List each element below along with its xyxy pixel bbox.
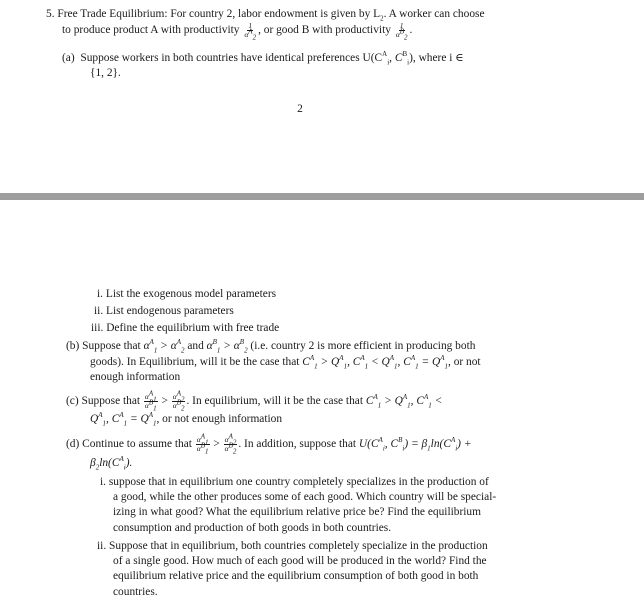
page-top xyxy=(0,0,644,193)
part-c-math-1: $C^A_1 > Q^A_1$, $C^A_1$ < xyxy=(365,393,443,410)
part-d-text-1-post: . In addition, suppose that xyxy=(238,438,357,451)
subitem-text: equilibrium relative price and the equilibrium consumption of both good in both xyxy=(113,570,479,582)
subitem-text: consumption and production of both goods in both countries. xyxy=(113,522,392,534)
part-b-math-2: $C^A_1 > Q^A_1$, $C^A_1 < Q^A_1$, $C^A_1 = Q^A_1$ xyxy=(302,354,448,371)
productivity-a-fraction: $\frac{1}{\alpha^A_2}$ xyxy=(244,21,257,42)
part-c-fraction-2: $\frac{\alpha^A_2}{\alpha^B_2}$ xyxy=(172,389,185,413)
part-b-math-1: $\alpha^A_1 > \alpha^A_2$ xyxy=(143,338,185,355)
subitem-d-ii-line-3 xyxy=(113,569,478,583)
problem-line-1 xyxy=(46,7,485,21)
subitem-d-i-line-4 xyxy=(113,521,391,535)
problem-intro-2a: to produce product A with productivity xyxy=(62,24,240,37)
part-a-text-2: {1, 2}. xyxy=(90,67,121,79)
subitem-text: Suppose that in equilibrium, both countries completely specialize in the production xyxy=(109,540,488,552)
subitem-text: Define the equilibrium with free trade xyxy=(106,322,280,334)
problem-intro-2b: , or good B with productivity xyxy=(258,24,391,37)
part-b-line-1: (b) Suppose that $\alpha^A_1 > \alpha^A_2$ and $\alpha^B_1 > \alpha^B_2$ (i.e. country 2 is more efficient in producing both xyxy=(66,338,476,355)
subitem-text: of a single good. How much of each good will be produced in the world? Find the xyxy=(113,555,487,567)
problem-line-2 xyxy=(62,21,413,42)
subitem-a-ii xyxy=(94,304,234,318)
labor-subscript: 2 xyxy=(380,14,384,23)
subitem-text: izing in what good? What the equilibrium relative price be? Find the equilibrium xyxy=(113,506,481,518)
page-separator xyxy=(0,193,644,200)
part-a-line-1: (a) Suppose workers in both countries have identical preferences $U(C^A_i$, $C^B_i$), where i ∈ xyxy=(62,50,464,67)
part-d-fraction-2: $\frac{\alpha^A_2}{\alpha^B_2}$ xyxy=(224,432,237,456)
subitem-label: i. xyxy=(97,288,104,300)
part-d-text-1-pre: Continue to assume that xyxy=(82,438,192,451)
page-number: 2 xyxy=(297,103,303,115)
part-c-line-2 xyxy=(90,412,282,426)
subitem-label: iii. xyxy=(91,322,104,334)
part-b-line-2 xyxy=(90,355,481,369)
problem-intro-2-end: . xyxy=(409,24,413,37)
part-c-text-1-post: . In equilibrium, will it be the case that xyxy=(186,395,363,408)
part-c-label: (c) xyxy=(66,395,79,408)
subitem-d-i-line-1 xyxy=(100,475,489,489)
part-d-line-2 xyxy=(90,456,132,470)
problem-number: 5. xyxy=(46,8,55,20)
part-b-text-2-post: , or not xyxy=(448,356,481,368)
part-c-line-1: (c) Suppose that $\frac{\alpha^A_1}{\alpha^B_1}$ > $\frac{\alpha^A_2}{\alpha^B_2}$ . In equilibrium, will it be the case that $C^A_1 > Q^A_1$, $C^A_1$ < xyxy=(66,389,443,413)
subitem-d-ii-line-1 xyxy=(97,539,488,553)
page-bottom xyxy=(0,200,644,601)
part-c-math-2: $Q^A_1$, $C^A_1 = Q^A_1$ xyxy=(90,411,157,428)
subitem-label: ii. xyxy=(97,540,107,552)
subitem-d-i-line-3 xyxy=(113,505,481,519)
part-b-text-3: enough information xyxy=(90,371,181,383)
part-a-text-1: Suppose workers in both countries have identical preferences U(C xyxy=(80,52,383,64)
part-b-text-1-post: (i.e. country 2 is more efficient in producing both xyxy=(250,340,476,352)
part-a-line-2 xyxy=(90,66,121,80)
part-d-line-1: (d) Continue to assume that $\frac{\alpha^A_1}{\alpha^B_1}$ > $\frac{\alpha^A_2}{\alpha^B_2}$ . In addition, suppose that $U(C^A_i$, $C^B_i) = \beta_1\ln(C^A_i)$ + xyxy=(66,432,472,456)
part-c-text-1-pre: Suppose that xyxy=(81,395,141,408)
part-b-text-2-pre: goods). In Equilibrium, will it be the case that xyxy=(90,356,300,368)
part-b-text-1-pre: Suppose that xyxy=(82,340,141,352)
part-a-label: (a) xyxy=(62,52,75,64)
subitem-text: countries. xyxy=(113,586,158,598)
subitem-text: List endogenous parameters xyxy=(106,305,234,317)
subitem-text: List the exogenous model parameters xyxy=(105,288,277,300)
part-d-math-1: $U(C^A_i$, $C^B_i) = \beta_1\ln(C^A_i)$ + xyxy=(358,436,472,453)
part-d-math-2: $\beta_2\ln(C^A_i)$. xyxy=(90,455,133,472)
part-b-line-3 xyxy=(90,370,180,384)
part-a-text-1-mid: ), where i ∈ xyxy=(409,52,464,64)
part-b-label: (b) xyxy=(66,340,80,352)
subitem-a-iii xyxy=(91,321,279,335)
subitem-label: i. xyxy=(100,476,107,488)
part-c-text-2-post: , or not enough information xyxy=(156,413,283,425)
subitem-d-ii-line-2 xyxy=(113,554,487,568)
problem-intro-1: Free Trade Equilibrium: For country 2, labor endowment is given by L xyxy=(57,8,381,20)
part-c-fraction-1: $\frac{\alpha^A_1}{\alpha^B_1}$ xyxy=(144,389,157,413)
subitem-label: ii. xyxy=(94,305,104,317)
subitem-text: suppose that in equilibrium one country completely specializes in the production of xyxy=(108,476,489,488)
part-d-fraction-1: $\frac{\alpha^A_1}{\alpha^B_1}$ xyxy=(196,432,209,456)
subitem-a-i xyxy=(97,287,276,301)
subitem-d-i-line-2 xyxy=(113,490,496,504)
subitem-d-ii-line-4 xyxy=(113,585,158,599)
problem-intro-1-end: . A worker can choose xyxy=(383,8,485,20)
subitem-text: a good, while the other produces some of each good. Which country will be special- xyxy=(113,491,497,503)
productivity-b-fraction: $\frac{1}{\alpha^B_2}$ xyxy=(395,21,408,42)
part-d-label: (d) xyxy=(66,438,80,451)
